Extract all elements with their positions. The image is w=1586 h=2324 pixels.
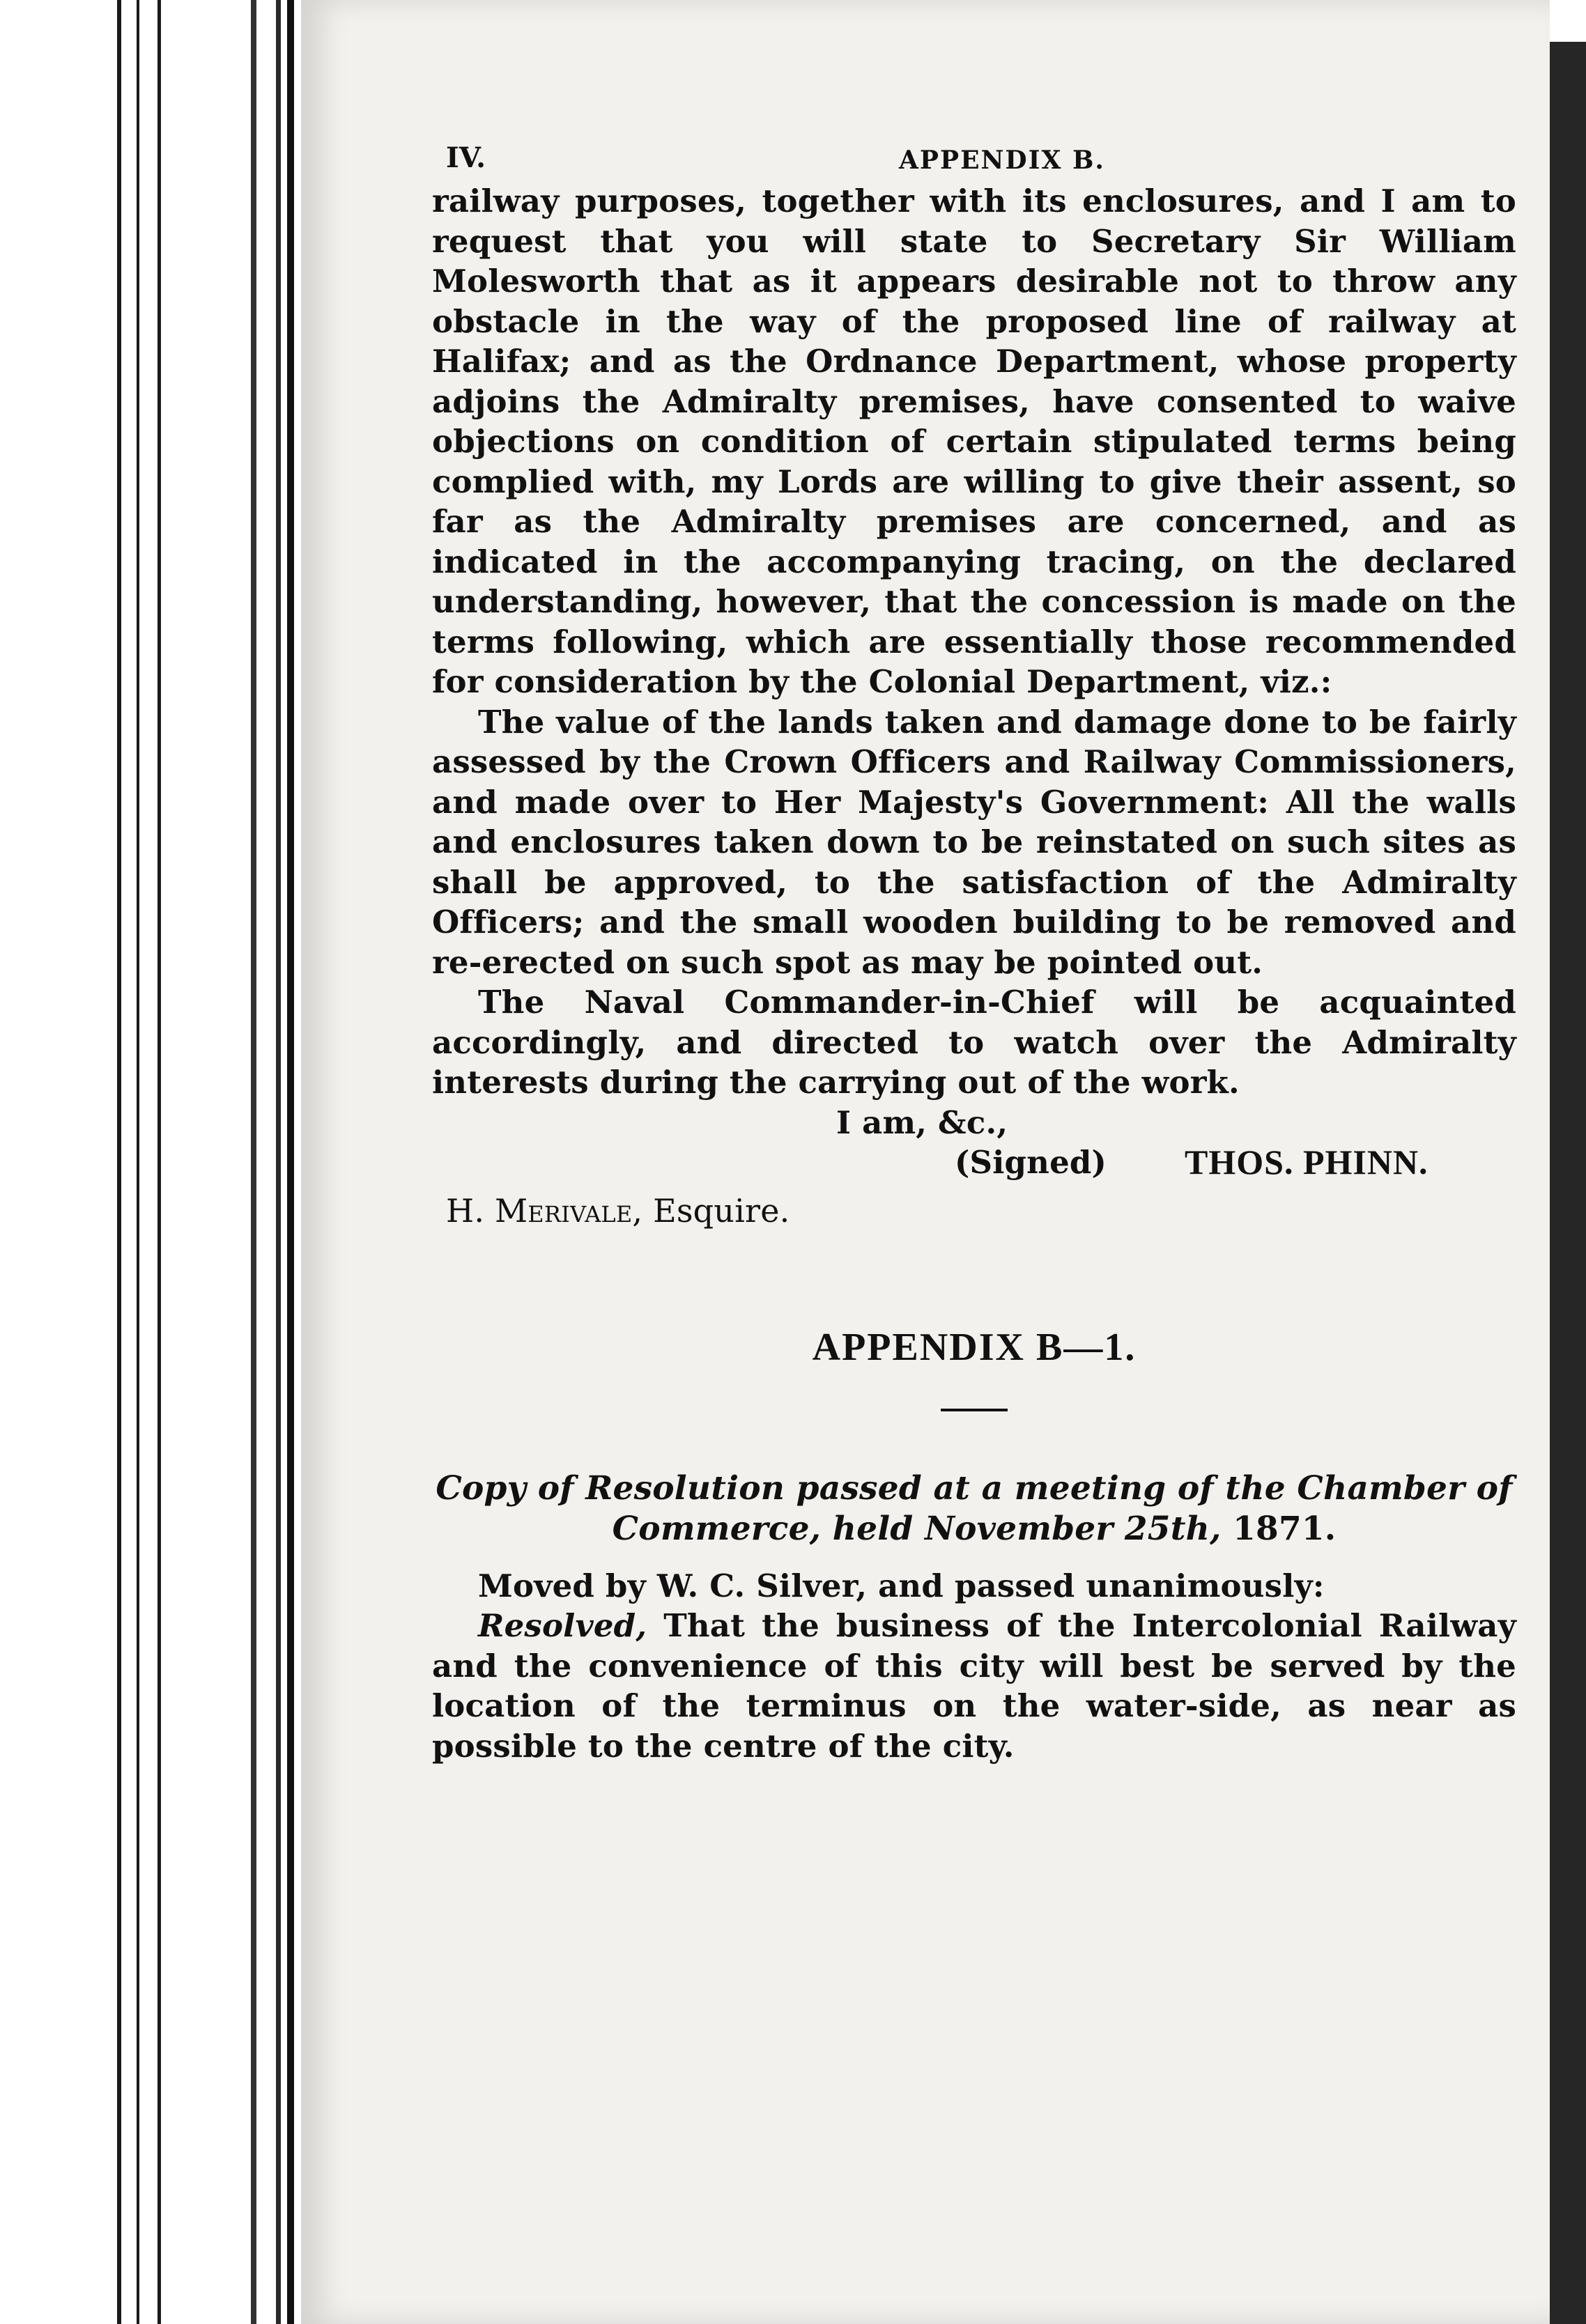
letter-paragraph: The Naval Commander-in-Chief will be acquainted accordingly, and directed to watch over the Admiralty interests during the carrying out of the work. — [432, 984, 1516, 1101]
page-stack-edge — [251, 0, 256, 2324]
page-stack-edge — [117, 0, 121, 2324]
running-head: APPENDIX B. — [899, 146, 1105, 175]
resolved-text: That the business of the Intercolonial Railway and the convenience of this city will best be served by the location of the terminus on the water-side, as near as possible to the centre of the city. — [432, 1607, 1516, 1765]
resolved-label: Resolved, — [478, 1607, 647, 1644]
addressee-name: H. Merivale, — [446, 1192, 643, 1230]
page-stack-edge — [287, 0, 294, 2324]
resolution-paragraph — [432, 1606, 1516, 1766]
page-stack-edge — [157, 0, 161, 2324]
page-header — [446, 132, 1516, 181]
page-stack-edge — [137, 0, 139, 2324]
signed-label: (Signed) — [955, 1144, 1107, 1181]
resolution-heading-text: Copy of Resolution passed at a meeting of the Chamber of Commerce, held November 25th, — [436, 1469, 1513, 1548]
page-content — [432, 132, 1516, 1766]
addressee-title: Esquire. — [653, 1192, 790, 1230]
letter-closing: I am, &c., — [836, 1103, 1008, 1141]
divider-rule — [941, 1409, 1008, 1411]
addressee — [446, 1191, 1516, 1240]
signer-name: THOS. PHINN. — [1185, 1142, 1429, 1182]
letter-paragraph: The value of the lands taken and damage done to be fairly assessed by the Crown Officers and Railway Commissioners, and made over to Her Majesty's Government: All the walls and enclosures taken down to be reinstated on such sites as shall be approved, to the satisfaction of the Admiralty Officers; and the small wooden building to be removed and re-erected on such spot as may be pointed out. — [432, 703, 1516, 981]
letter-paragraph: railway purposes, together with its enclosures, and I am to request that you will state to Secretary Sir William Molesworth that as it appears desirable not to throw any obstacle in the way of the proposed line of railway at Halifax; and as the Ordnance Department, whose property adjoins the Admiralty premises, have consented to waive objections on condition of certain stipulated terms being complied with, my Lords are willing to give their assent, so far as the Admiralty premises are concerned, and as indicated in the accompanying tracing, on the declared understanding, however, that the concession is made on the terms following, which are essentially those recommended for consideration by the Colonial Department, viz.: — [432, 183, 1516, 700]
page-number: IV. — [446, 141, 486, 174]
signature-line — [432, 1142, 1516, 1191]
moved-line: Moved by W. C. Silver, and passed unanimously: — [478, 1567, 1325, 1604]
resolution-heading — [432, 1469, 1516, 1549]
page-right-shadow — [1550, 42, 1586, 2324]
appendix-title: APPENDIX B—1. — [812, 1326, 1137, 1369]
page-stack-edge — [276, 0, 281, 2324]
resolution-heading-year: 1871. — [1233, 1509, 1337, 1548]
